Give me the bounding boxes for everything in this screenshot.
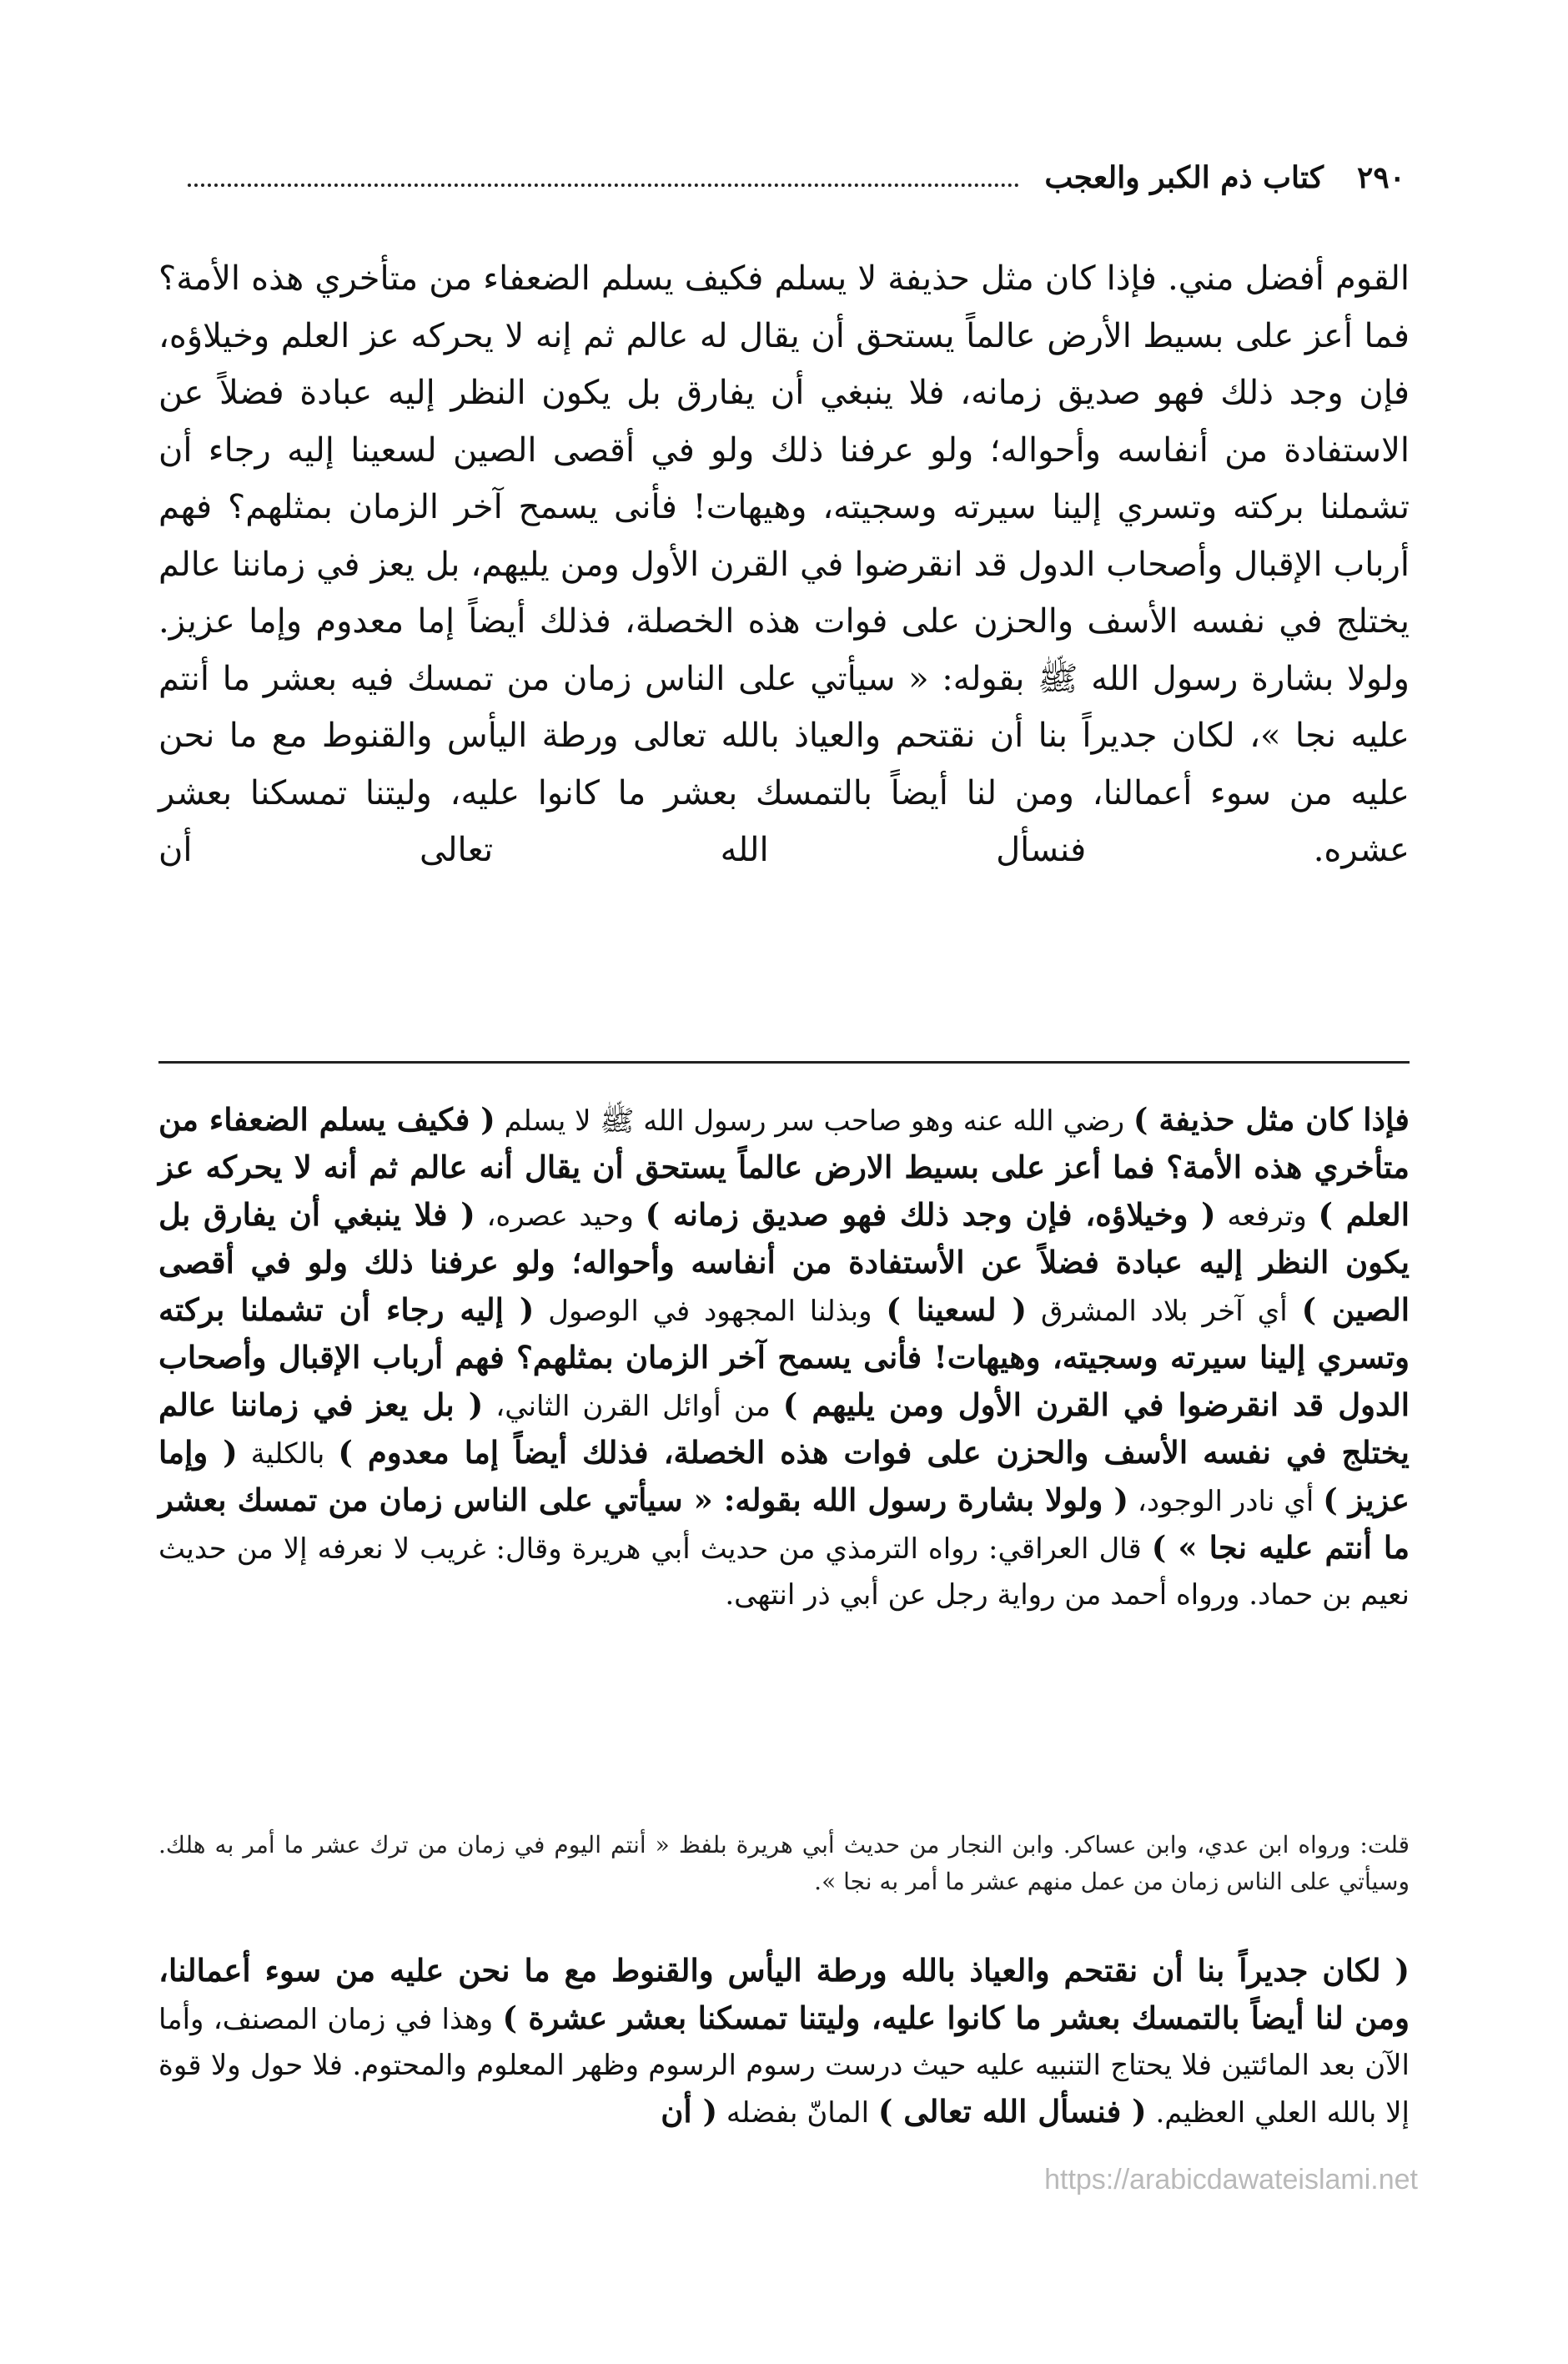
commentary-text: من أوائل القرن الثاني،: [483, 1390, 783, 1423]
header-dotted-leader: [188, 184, 1019, 187]
footnote-divider: [158, 1061, 1410, 1064]
main-paragraph: القوم أفضل مني. فإذا كان مثل حذيفة لا يسلم فكيف يسلم الضعفاء من متأخري هذه الأمة؟ فما أعز على بسيط الأرض عالماً يستحق أن يقال له عالم ثم إنه لا يحركه عز العلم وخيلاؤه، فإن وجد ذلك فهو صديق زمانه، فلا ينبغي أن يفارق بل يكون النظر إليه عبادة فضلاً عن الاستفادة من أنفاسه وأحواله؛ ولو عرفنا ذلك ولو في أقصى الصين لسعينا إليه رجاء أن تشملنا بركته وتسري إلينا سيرته وسجيته، وهيهات! فأنى يسمح آخر الزمان بمثلهم؟ فهم أرباب الإقبال وأصحاب الدول قد انقرضوا في القرن الأول ومن يليهم، بل يعز في زماننا عالم يختلج في نفسه الأسف والحزن على فوات هذه الخصلة، فذلك أيضاً إما معدوم وإما عزيز. ولولا بشارة رسول الله ﷺ بقوله: « سيأتي على الناس زمان من تمسك فيه بعشر ما أنتم عليه نجا »، لكان جديراً بنا أن نقتحم والعياذ بالله تعالى ورطة اليأس والقنوط مع ما نحن عليه من سوء أعمالنا، ومن لنا أيضاً بالتمسك بعشر ما كانوا عليه، وليتنا تمسكنا بعشر عشره. فنسأل الله تعالى أن: [158, 259, 1410, 869]
commentary-text: وهذا في زمان المصنف، وأما الآن بعد المائتين فلا يحتاج التنبيه عليه حيث درست رسوم الرسوم وظهر المعلوم والمحتوم. فلا حول ولا قوة إلا بالله العلي العظيم.: [158, 2003, 1410, 2130]
commentary-text: بالكلية: [237, 1437, 339, 1471]
commentary-text: رضي الله عنه وهو صاحب سر رسول الله ﷺ لا يسلم: [495, 1104, 1133, 1138]
commentary-block: [158, 1097, 1410, 1618]
quoted-text: ( لسعينا ): [886, 1291, 1028, 1328]
quoted-text: ( وخيلاؤه، فإن وجد ذلك فهو صديق زمانه ): [645, 1196, 1216, 1233]
quoted-text: ( إليه رجاء أن تشملنا بركته وتسري إلينا سيرته وسجيته، وهيهات! فأنى يسمح آخر الزمان بمثلهم؟ فهم أرباب الإقبال وأصحاب الدول قد انقرضوا في القرن الأول ومن يليهم ): [158, 1291, 1410, 1423]
editor-note: [158, 1827, 1410, 1900]
book-title: كتاب ذم الكبر والعجب: [1044, 160, 1324, 195]
quoted-text: فإذا كان مثل حذيفة ): [1133, 1101, 1410, 1138]
commentary-text: وبذلنا المجهود في الوصول: [534, 1295, 887, 1328]
running-head: [163, 148, 1405, 195]
quoted-text: ( وإما عزيز ): [158, 1434, 1410, 1518]
main-text: [158, 250, 1410, 879]
commentary-block-2: [158, 1948, 1410, 2136]
source-watermark: https://arabicdawateislami.net: [1044, 2164, 1418, 2196]
commentary-paragraph: [158, 1948, 1410, 2136]
page-number: ٢٩٠: [1356, 160, 1405, 195]
commentary-text: أي آخر بلاد المشرق: [1027, 1295, 1302, 1328]
quoted-text: ( أن: [661, 2093, 718, 2130]
commentary-paragraph: [158, 1097, 1410, 1618]
commentary-text: أي نادر الوجود،: [1128, 1485, 1324, 1518]
commentary-text: وحيد عصره،: [475, 1200, 646, 1233]
quoted-text: ( لكان جديراً بنا أن نقتحم والعياذ بالله ورطة اليأس والقنوط مع ما نحن عليه من سوء أعمالنا، ومن لنا أيضاً بالتمسك بعشر ما كانوا عليه، وليتنا تمسكنا بعشر عشرة ): [158, 1952, 1410, 2036]
note-paragraph: قلت: ورواه ابن عدي، وابن عساكر. وابن النجار من حديث أبي هريرة بلفظ « أنتم اليوم في زمان من ترك عشر ما أمر به هلك. وسيأتي على الناس زمان من عمل منهم عشر ما أمر به نجا ».: [158, 1831, 1410, 1895]
commentary-text: المانّ بفضله: [717, 2096, 878, 2130]
commentary-text: وترفعه: [1215, 1200, 1319, 1233]
quoted-text: ( بل يعز في زماننا عالم يختلج في نفسه الأسف والحزن على فوات هذه الخصلة، فذلك أيضاً إما معدوم ): [158, 1386, 1410, 1471]
quoted-text: ( فكيف يسلم الضعفاء من متأخري هذه الأمة؟ فما أعز على بسيط الارض عالماً يستحق أن يقال أنه عالم ثم أنه لا يحركه عز العلم ): [158, 1101, 1410, 1233]
quoted-text: ( فنسأل الله تعالى ): [877, 2093, 1147, 2130]
quoted-text: ( فلا ينبغي أن يفارق بل يكون النظر إليه عبادة فضلاً عن الأستفادة من أنفاسه وأحواله؛ ولو عرفنا ذلك ولو في أقصى الصين ): [158, 1196, 1410, 1328]
commentary-text: قال العراقي: رواه الترمذي من حديث أبي هريرة وقال: غريب لا نعرفه إلا من حديث نعيم بن حماد. ورواه أحمد من رواية رجل عن أبي ذر انتهى.: [158, 1532, 1410, 1612]
quoted-text: ( ولولا بشارة رسول الله بقوله: « سيأتي على الناس زمان من تمسك بعشر ما أنتم عليه نجا » ): [158, 1481, 1410, 1566]
